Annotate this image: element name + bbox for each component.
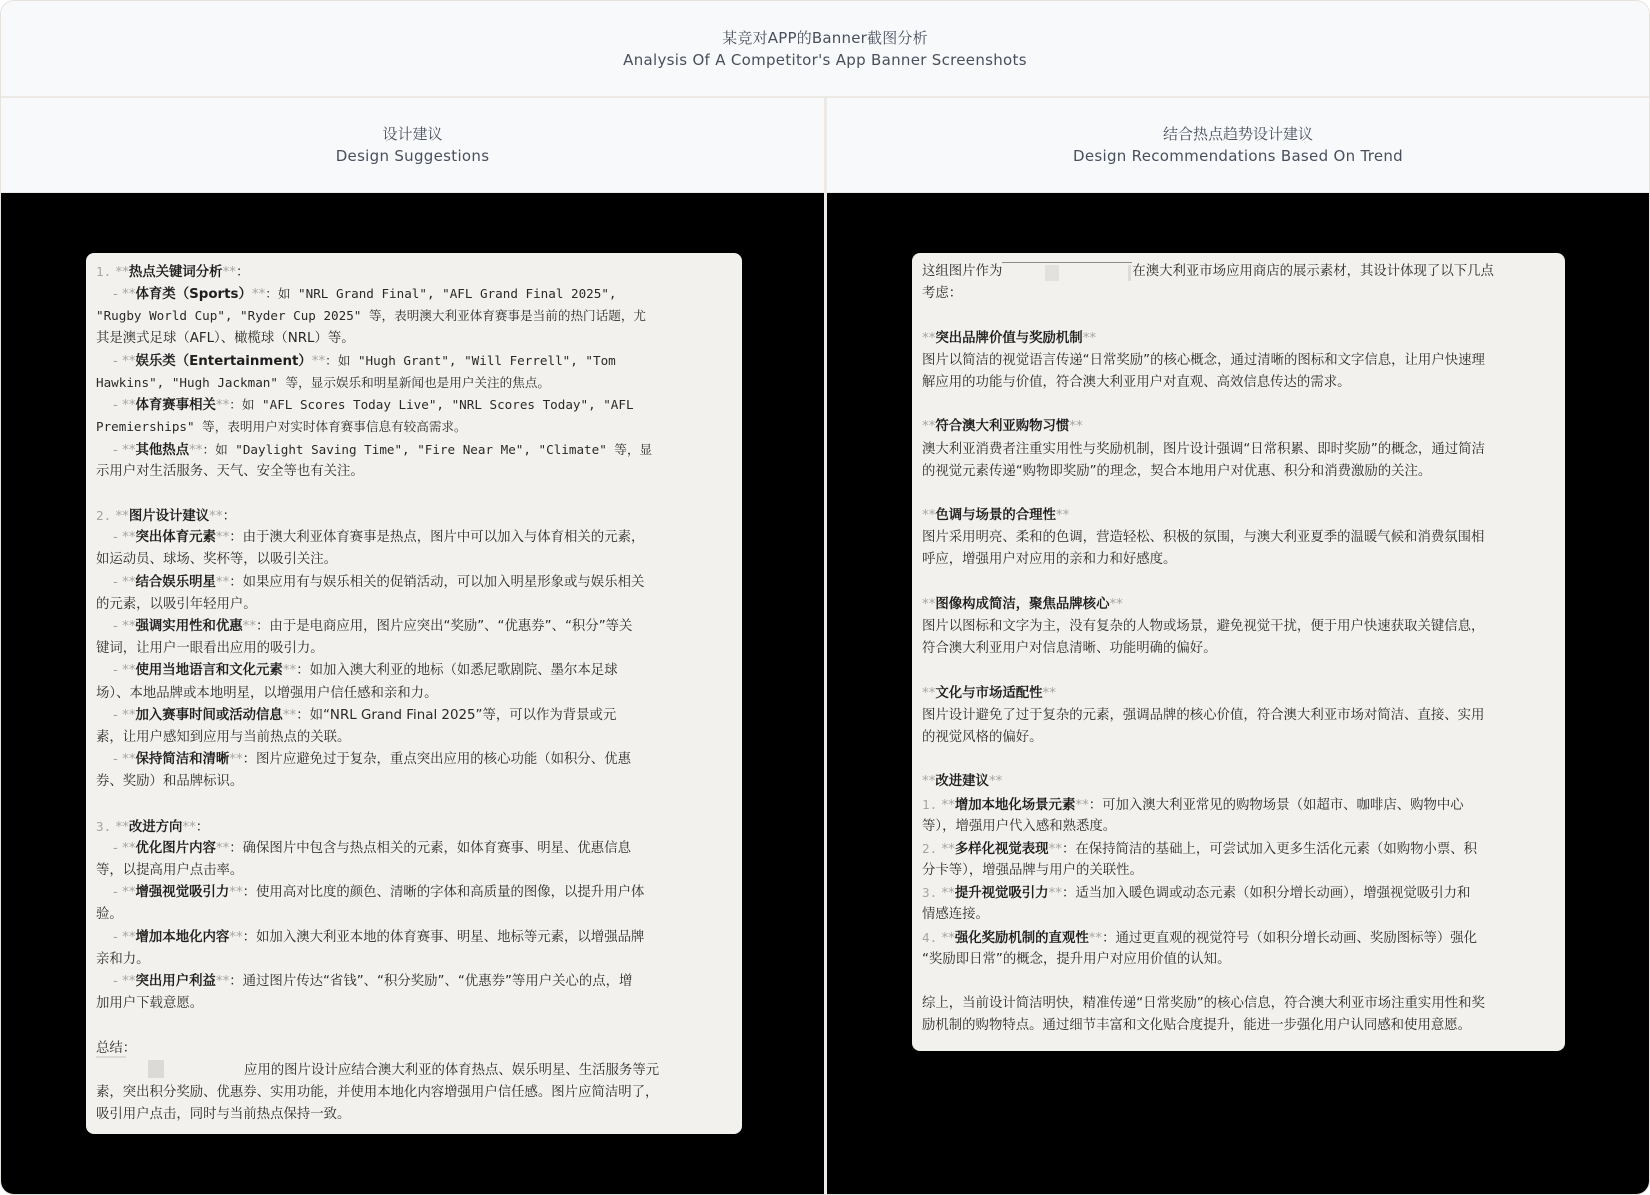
list-item: - **使用当地语言和文化元素**：如加入澳大利亚的地标（如悉尼歌剧院、墨尔本足球 (113, 663, 618, 679)
redacted-app-name (1002, 262, 1132, 281)
list-item: 2. **多样化视觉表现**：在保持简洁的基础上，可尝试加入更多生活化元素（如购物小票、积 (922, 840, 1478, 857)
intro-line: 考虑： (922, 286, 963, 302)
list-item-cont: 场）、本地品牌或本地明星，以增强用户信任感和亲和力。 (96, 685, 438, 701)
page-header (1, 1, 1649, 98)
list-item-cont: 券、奖励）和品牌标识。 (96, 774, 244, 790)
list-item-cont: 亲和力。 (96, 951, 150, 967)
card-text (96, 261, 732, 1126)
page-title-en: Analysis Of A Competitor's App Banner Screenshots (623, 51, 1027, 69)
section-text: 图片以简洁的视觉语言传递“日常奖励”的核心概念，通过清晰的图标和文字信息，让用户快速理 (922, 352, 1485, 368)
list-item: 3. **提升视觉吸引力**：适当加入暖色调或动态元素（如积分增长动画），增强视觉吸引力和 (922, 885, 1471, 902)
column-title-en: Design Recommendations Based On Trend (1073, 147, 1403, 165)
list-item: - **保持简洁和清晰**：图片应避免过于复杂，重点突出应用的核心功能（如积分、优惠 (113, 752, 631, 768)
list-item-cont: Premierships" 等，表明用户对实时体育赛事信息有较高需求。 (96, 419, 467, 435)
list-item: - **娱乐类（Entertainment）**：如 "Hugh Grant", "Will Ferrell", "Tom (113, 352, 616, 369)
list-item-cont: 等，以提高用户点击率。 (96, 863, 244, 879)
list-item-cont: “奖励即日常”的概念，提升用户对应用价值的认知。 (922, 951, 1231, 967)
list-item-cont: 加用户下载意愿。 (96, 996, 204, 1012)
list-item: 4. **强化奖励机制的直观性**：通过更直观的视觉符号（如积分增长动画、奖励图标等）强化 (922, 929, 1478, 946)
list-item-cont: 分卡等），增强品牌与用户的关联性。 (922, 863, 1143, 879)
section-text: 的视觉元素传递“购物即奖励”的理念，契合本地用户对优惠、积分和消费激励的关注。 (922, 463, 1432, 479)
list-item: - **增加本地化内容**：如加入澳大利亚本地的体育赛事、明星、地标等元素，以增强品牌 (113, 929, 645, 945)
list-item-cont: 情感连接。 (922, 907, 989, 923)
design-suggestions-card (86, 253, 742, 1134)
list-item: - **增强视觉吸引力**：使用高对比度的颜色、清晰的字体和高质量的图像，以提升用户体 (113, 885, 645, 901)
list-item-cont: 等），增强用户代入感和熟悉度。 (922, 818, 1117, 834)
section-heading: 3. **改进方向**： (96, 818, 210, 835)
intro-line: 这组图片作为 在澳大利亚市场应用商店的展示素材，其设计体现了以下几点 (922, 261, 1555, 283)
list-item-cont: 素，让用户感知到应用与当前热点的关联。 (96, 729, 351, 745)
list-item-cont: 示用户对生活服务、天气、安全等也有关注。 (96, 463, 364, 479)
list-item-cont: 的元素，以吸引年轻用户。 (96, 596, 257, 612)
section-text: 符合澳大利亚用户对信息清晰、功能明确的偏好。 (922, 641, 1217, 657)
list-item-cont: 验。 (96, 907, 123, 923)
section-text: 呼应，增强用户对应用的亲和力和好感度。 (922, 552, 1177, 568)
section-heading: 1. **热点关键词分析**： (96, 264, 250, 280)
section-text: 图片以图标和文字为主，没有复杂的人物或场景，避免视觉干扰，便于用户快速获取关键信息， (922, 619, 1485, 634)
page-title-cn: 某竞对APP的Banner截图分析 (722, 29, 928, 47)
column-title-cn: 结合热点趋势设计建议 (1162, 125, 1313, 143)
section-text: 图片设计避免了过于复杂的元素，强调品牌的核心价值，符合澳大利亚市场对简洁、直接、实用 (922, 707, 1485, 723)
column-header-design-suggestions (1, 98, 824, 193)
summary-label: 总结： (96, 1040, 137, 1056)
section-heading: **文化与市场适配性** (922, 685, 1056, 701)
section-text: 澳大利亚消费者注重实用性与奖励机制，图片设计强调“日常积累、即时奖励”的概念，通过简洁 (922, 441, 1485, 457)
section-heading: **突出品牌价值与奖励机制** (922, 330, 1097, 346)
column-title-cn: 设计建议 (382, 125, 443, 143)
column-title-en: Design Suggestions (335, 147, 490, 165)
section-heading: **改进建议** (922, 774, 1003, 790)
conclusion-line: 综上，当前设计简洁明快，精准传递“日常奖励”的核心信息，符合澳大利亚市场注重实用性和奖 (922, 996, 1485, 1012)
list-item: - **其他热点**：如 "Daylight Saving Time", "Fire Near Me", "Climate" 等，显 (113, 441, 653, 458)
conclusion-line: 励机制的购物特点。通过细节丰富和文化贴合度提升，能进一步强化用户认同感和使用意愿。 (922, 1018, 1472, 1034)
card-text (922, 261, 1555, 1038)
list-item-cont: Hawkins", "Hugh Jackman" 等，显示娱乐和明星新闻也是用户关注的焦点。 (96, 374, 551, 390)
section-text: 解应用的功能与价值，符合澳大利亚用户对直观、高效信息传达的需求。 (922, 374, 1351, 390)
list-item: - **突出用户利益**：通过图片传达“省钱”、“积分奖励”、“优惠券”等用户关心的点，增 (113, 974, 633, 989)
list-item: - **体育赛事相关**：如 "AFL Scores Today Live", "NRL Scores Today", "AFL (113, 397, 634, 414)
list-item-cont: 如运动员、球场、奖杯等，以吸引关注。 (96, 552, 338, 568)
section-heading: **符合澳大利亚购物习惯** (922, 419, 1083, 435)
column-header-trend-recommendations (827, 98, 1649, 193)
list-item: - **优化图片内容**：确保图片中包含与热点相关的元素，如体育赛事、明星、优惠信息 (113, 840, 631, 856)
list-item: - **突出体育元素**：由于澳大利亚体育赛事是热点，图片中可以加入与体育相关的元素， (113, 530, 645, 546)
list-item: - **体育类（Sports）**：如 "NRL Grand Final", "AFL Grand Final 2025", (113, 286, 617, 303)
section-text: 的视觉风格的偏好。 (922, 729, 1043, 745)
section-heading: 2. **图片设计建议**： (96, 508, 236, 525)
list-item: 1. **增加本地化场景元素**：可加入澳大利亚常见的购物场景（如超市、咖啡店、购物中心 (922, 796, 1464, 813)
summary-line: 素，突出积分奖励、优惠券、实用功能，并使用本地化内容增强用户信任感。图片应简洁明了， (96, 1084, 659, 1100)
list-item: - **强调实用性和优惠**：由于是电商应用，图片应突出“奖励”、“优惠券”、“积分”等关 (113, 619, 633, 634)
section-heading: **图像构成简洁，聚焦品牌核心** (922, 596, 1123, 612)
right-screenshot-panel (827, 193, 1649, 1194)
trend-recommendations-card (912, 253, 1565, 1051)
list-item-cont: "Rugby World Cup", "Ryder Cup 2025" 等，表明澳大利亚体育赛事是当前的热门话题，尤 (96, 308, 647, 324)
section-heading: **色调与场景的合理性** (922, 508, 1070, 524)
summary-line: 吸引用户点击，同时与当前热点保持一致。 (96, 1107, 351, 1123)
summary-line: 应用的图片设计应结合澳大利亚的体育热点、娱乐明星、生活服务等元 (96, 1060, 732, 1082)
list-item: - **结合娱乐明星**：如果应用有与娱乐相关的促销活动，可以加入明星形象或与娱乐相关 (113, 574, 645, 590)
left-screenshot-panel (1, 193, 824, 1194)
redacted-app-name (96, 1060, 244, 1080)
list-item-cont: 其是澳式足球（AFL）、橄榄球（NRL）等。 (96, 330, 355, 346)
list-item: - **加入赛事时间或活动信息**：如“NRL Grand Final 2025”等，可以作为背景或元 (113, 707, 617, 723)
list-item-cont: 键词，让用户一眼看出应用的吸引力。 (96, 641, 324, 657)
section-text: 图片采用明亮、柔和的色调，营造轻松、积极的氛围，与澳大利亚夏季的温暖气候和消费氛围相 (922, 530, 1485, 546)
